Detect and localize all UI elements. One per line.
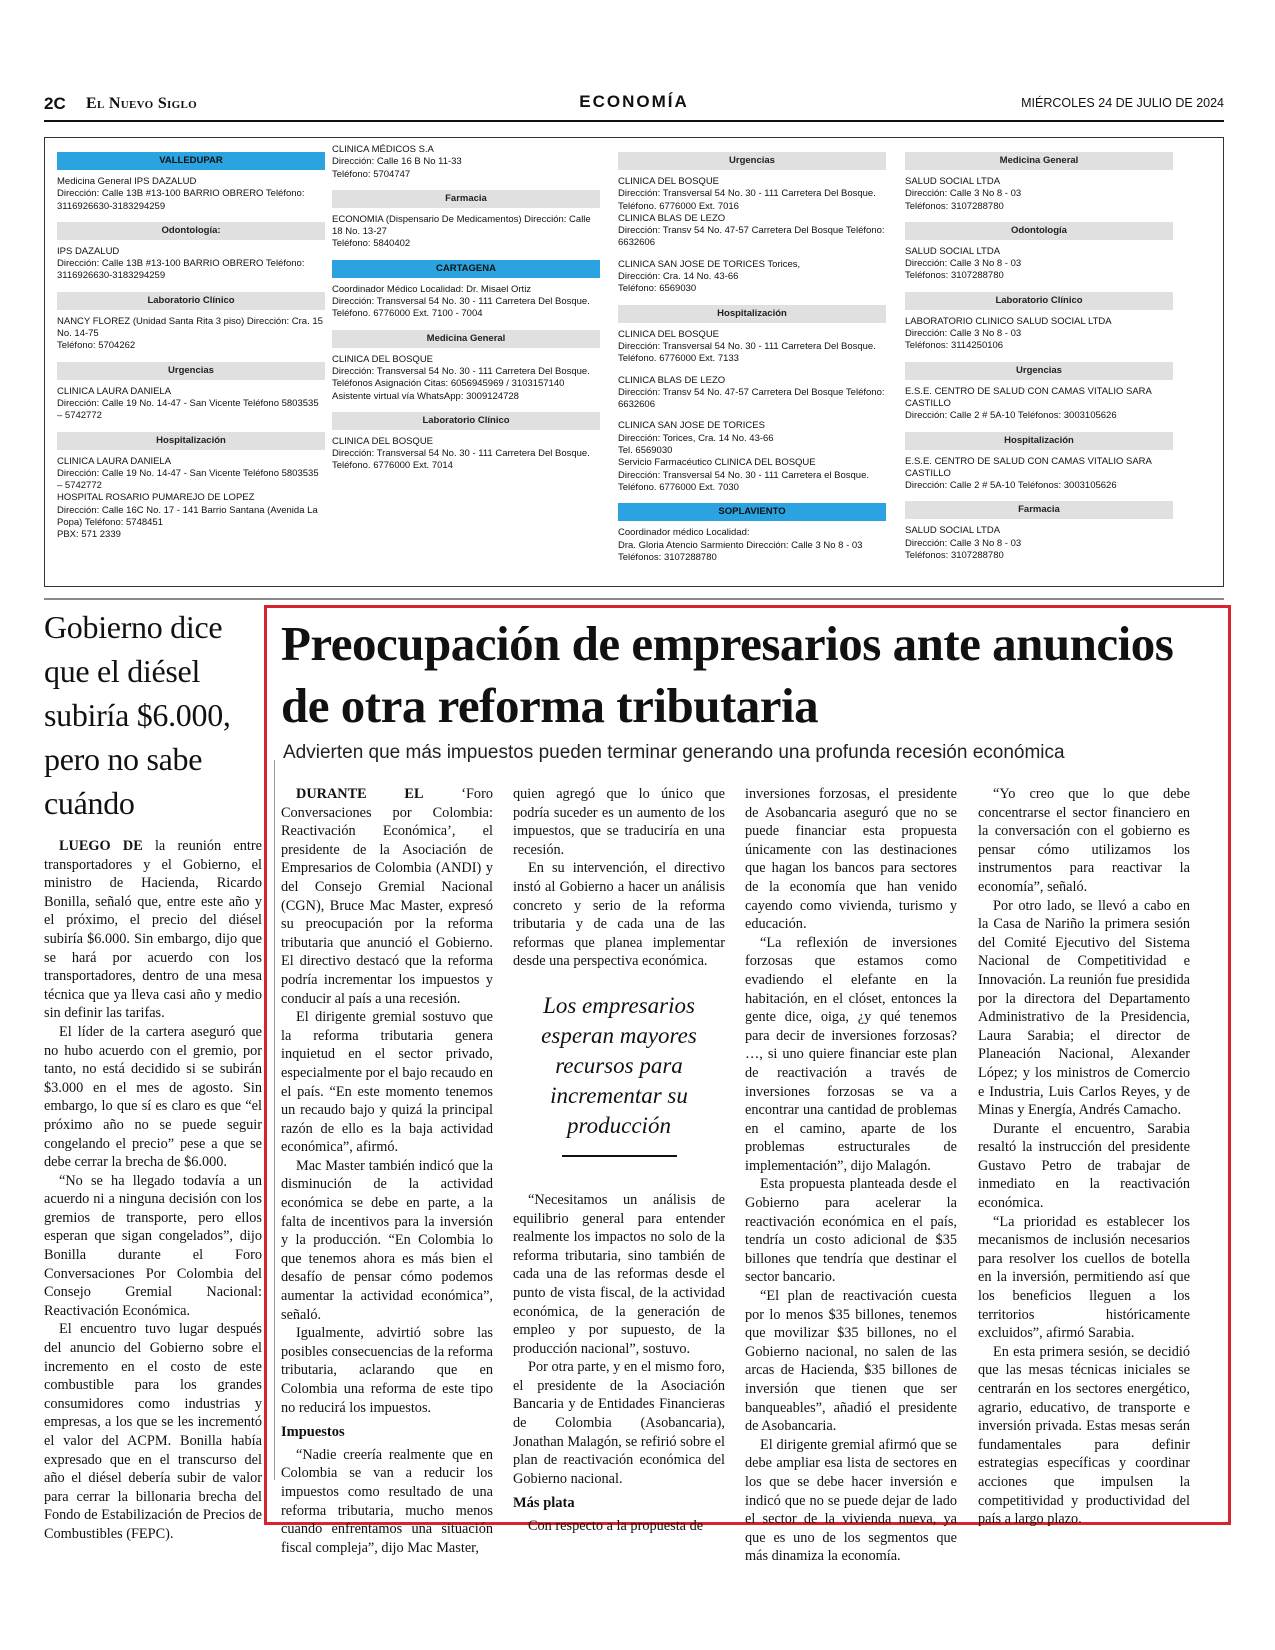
- directory-entry: CLINICA DEL BOSQUE Dirección: Transversal 54 No. 30 - 111 Carretera Del Bosque. Teléfono. 6776000 Ext. 7014: [332, 435, 590, 472]
- section-name: ECONOMÍA: [579, 92, 689, 111]
- article-text: ‘Foro Conversaciones por Colombia: Reactivación Económica’, el presidente de la Asociación de Empresarios de Colombia (ANDI) y del Consejo Gremial Nacional (CGN), Bruce Mac Master, expresó su preocupación por la reforma tributaria que anunció el Gobierno. El directivo destacó que la reforma podría incrementar los impuestos y conducir al país a una recesión.: [281, 786, 493, 1007]
- band-laboratorio: Laboratorio Clínico: [332, 412, 600, 430]
- band-urgencias: Urgencias: [905, 362, 1173, 380]
- article-paragraph: quien agregó que lo único que podría suceder es un aumento de los impuestos, que se traduciría en una recesión.: [513, 786, 725, 858]
- directory-entry: E.S.E. CENTRO DE SALUD CON CAMAS VITALIO SARA CASTILLO Dirección: Calle 2 # 5A-10 Teléfonos: 3003105626: [905, 455, 1152, 492]
- article-subtitle: Advierten que más impuestos pueden terminar generando una profunda recesión económica: [283, 742, 1065, 763]
- directory-entry: CLINICA MÉDICOS S.A Dirección: Calle 16 B No 11-33 Teléfono: 5704747: [332, 144, 462, 180]
- band-hospitalizacion: Hospitalización: [618, 305, 886, 323]
- article-paragraph: Por otra parte, y en el mismo foro, el presidente de la Asociación Bancaria y de Entidades Financieras de Colombia (Asobancaria), Jonathan Malagón, se refirió sobre el plan de reactivación económica del Gobierno nacional.: [513, 1359, 726, 1487]
- article-paragraph: Igualmente, advirtió sobre las posibles consecuencias de la reforma tributaria, aclarando que en Colombia una reforma de este tipo no reducirá los impuestos.: [281, 1325, 493, 1416]
- band-farmacia: Farmacia: [332, 190, 600, 208]
- directory-entry: Medicina General IPS DAZALUD Dirección: Calle 13B #13-100 BARRIO OBRERO Teléfono: 3116926630-3183294259: [57, 176, 305, 212]
- directory-entry: CLINICA SAN JOSE DE TORICES Torices, Dirección: Cra. 14 No. 43-66 Teléfono: 6569030: [618, 258, 801, 295]
- directory-entry: CLINICA DEL BOSQUE Dirección: Transversal 54 No. 30 - 111 Carretera Del Bosque. Teléfono. 6776000 Ext. 7016 CLINICA BLAS DE LEZO Dirección: Transv 54 No. 47-57 Carretera Del Bosque Teléfono: 6632606: [618, 176, 885, 249]
- directory-entry: CLINICA DEL BOSQUE Dirección: Transversal 54 No. 30 - 111 Carretera Del Bosque. Teléfono. 6776000 Ext. 7133: [618, 328, 876, 365]
- article-title: Preocupación de empresarios ante anuncios de otra reforma tributaria: [281, 616, 1174, 733]
- directory-entry: LABORATORIO CLINICO SALUD SOCIAL LTDA Dirección: Calle 3 No 8 - 03 Teléfonos: 3114250106: [905, 315, 1112, 352]
- band-urgencias: Urgencias: [618, 152, 886, 170]
- band-soplaviento: SOPLAVIENTO: [618, 503, 886, 521]
- sidebar-lead: LUEGO DE: [59, 838, 143, 854]
- band-laboratorio: Laboratorio Clínico: [57, 292, 325, 310]
- sidebar-paragraph: [44, 837, 262, 1023]
- article-paragraph: “La reflexión de inversiones forzosas que estamos como evadiendo el elefante en la habitación, en el clóset, entonces la gente dice, oiga, ¿y qué tenemos para decir de inversiones forzosas? …, si uno quiere financiar este plan de reactivación a través de inversiones forzosas se va a encontrar una cantidad de problemas en el camino, aparte de los problemas estructurales de implementación”, dijo Malagón.: [745, 934, 957, 1174]
- article-paragraph: El dirigente gremial sostuvo que la reforma tributaria genera inquietud en el sector privado, especialmente por el bajo recaudo en el país. “En este momento tenemos un recaudo bajo y quizá la principal razón de ello es la baja actividad económica”, afirmó.: [281, 1009, 493, 1156]
- article-paragraph: Durante el encuentro, Sarabia resaltó la instrucción del presidente Gustavo Petro de trabajar de inmediato en la reactivación económica.: [978, 1120, 1190, 1212]
- directory-entry: CLINICA LAURA DANIELA Dirección: Calle 19 No. 14-47 - San Vicente Teléfono 5803535 – 5742772 HOSPITAL ROSARIO PUMAREJO DE LOPEZ Dirección: Calle 16C No. 17 - 141 Barrio Santana (Avenida La Popa) Teléfono: 5748451 PBX: 571 2339: [57, 455, 319, 541]
- directory-entry: ECONOMIA (Dispensario De Medicamentos) Dirección: Calle 18 No. 13-27 Teléfono: 5840402: [332, 213, 591, 250]
- sidebar-paragraph: El líder de la cartera aseguró que no hubo acuerdo con el gremio, por tanto, no está decidido si se subirán $3.000 en el mes de agosto. Sin embargo, lo que sí es claro es que “el próximo año no se puede seguir congelando el precio” pese a que se debe cerrar la brecha de $6.000.: [44, 1023, 262, 1171]
- article-paragraph: [281, 785, 493, 1008]
- article-paragraph: “Nadie creería realmente que en Colombia se van a reducir los impuestos como resultado de una reforma tributaria, mucho menos cuando enfrentamos una situación fiscal compleja”, dijo Mac Master,: [281, 1446, 493, 1556]
- band-cartagena: CARTAGENA: [332, 260, 600, 278]
- directory-entry: IPS DAZALUD Dirección: Calle 13B #13-100 BARRIO OBRERO Teléfono: 3116926630-3183294259: [57, 245, 305, 282]
- issue-date: MIÉRCOLES 24 DE JULIO DE 2024: [1021, 96, 1224, 110]
- sidebar-body: [44, 837, 262, 1544]
- band-urgencias: Urgencias: [57, 362, 325, 380]
- directory-entry: SALUD SOCIAL LTDA Dirección: Calle 3 No 8 - 03 Teléfonos: 3107288780: [905, 245, 1022, 282]
- directory-column-1: [57, 152, 325, 551]
- directory-column-3: [618, 152, 886, 573]
- sidebar-headline: Gobierno dice que el diésel subiría $6.000, pero no sabe cuándo: [44, 609, 231, 821]
- directory-entry: CLINICA LAURA DANIELA Dirección: Calle 19 No. 14-47 - San Vicente Teléfono 5803535 – 5742772: [57, 385, 319, 422]
- health-directory-box: [44, 137, 1224, 587]
- article-paragraph: En esta primera sesión, se decidió que las mesas técnicas iniciales se centrarán en los sectores energético, agrario, educativo, de transporte e inversión privada. Estas mesas serán fundamentales para definir estrategias específicas y coordinar acciones que impulsen la competitividad y productividad del país a largo plazo.: [978, 1343, 1190, 1528]
- newspaper-name: El Nuevo Siglo: [86, 95, 197, 112]
- article-paragraph: “Necesitamos un análisis de equilibrio general para entender realmente los impactos no solo de la reforma tributaria, sino también de cada una de las reformas desde el punto de vista fiscal, de la actividad económica, de la generación de empleo y por supuesto, de la producción nacional”, sostuvo.: [513, 1191, 725, 1357]
- pull-quote-rule: [562, 1155, 677, 1157]
- article-paragraph: “El plan de reactivación cuesta por lo menos $35 billones, tenemos que movilizar $35 billones, no el Gobierno nacional, no salen de las arcas de Hacienda, $35 billones de inversión que tienen que ser banqueables”, añadió el presidente de Asobancaria.: [745, 1288, 957, 1435]
- directory-entry: SALUD SOCIAL LTDA Dirección: Calle 3 No 8 - 03 Teléfonos: 3107288780: [905, 176, 1022, 212]
- header-rule: [44, 120, 1224, 122]
- directory-entry: SALUD SOCIAL LTDA Dirección: Calle 3 No 8 - 03 Teléfonos: 3107288780: [905, 525, 1022, 562]
- band-hospitalizacion: Hospitalización: [905, 432, 1173, 450]
- article-paragraph: inversiones forzosas, el presidente de Asobancaria aseguró que no se puede financiar esta propuesta únicamente con las destinaciones que hagan los bancos para sectores de la economía que han venido cayendo como vivienda, turismo y educación.: [745, 786, 957, 933]
- article-column-1: [281, 785, 493, 1557]
- subheading-mas-plata: Más plata: [513, 1495, 575, 1512]
- sidebar-text: la reunión entre transportadores y el Gobierno, el ministro de Hacienda, Ricardo Bonilla, señaló que, entre este año y el próximo, el precio del diésel subiría $6.000. Sin embargo, dijo que se hará por acuerdo con los transportadores, dentro de una mesa técnica que ya lleva casi año y medio sin definir las tarifas.: [44, 838, 262, 1022]
- article-column-2: [513, 785, 725, 1536]
- band-odontologia: Odontología:: [57, 222, 325, 240]
- sidebar-paragraph: El encuentro tuvo lugar después del anuncio del Gobierno sobre el incremento en el costo de este combustible para los grandes consumidores como industrias y empresas, a los que se les incrementó el valor del ACPM. Bonilla había expresado que en el transcurso del año el diésel debería subir de valor para cerrar la billonaria brecha del Fondo de Estabilización de Precios de Combustibles (FEPC).: [44, 1321, 262, 1542]
- directory-entry: CLINICA BLAS DE LEZO Dirección: Transv 54 No. 47-57 Carretera Del Bosque Teléfono: 6632606: [618, 374, 885, 411]
- article-column-4: [978, 785, 1190, 1529]
- article-paragraph: El dirigente gremial afirmó que se debe ampliar esa lista de sectores en los que se debe hacer inversión e indicó que no se puede dejar de lado el sector de la vivienda nueva, ya que es uno de los segmentos que más dinamiza la economía.: [745, 1436, 957, 1565]
- band-valledupar: VALLEDUPAR: [57, 152, 325, 170]
- directory-entry: CLINICA DEL BOSQUE Dirección: Transversal 54 No. 30 - 111 Carretera Del Bosque. Teléfonos Asignación Citas: 6056945969 / 3103157140 Asistente virtual vía WhatsApp: 3009124728: [332, 353, 590, 402]
- section-divider: [44, 598, 1224, 600]
- band-hospitalizacion: Hospitalización: [57, 432, 325, 450]
- directory-column-2: [332, 144, 600, 482]
- directory-entry: NANCY FLOREZ (Unidad Santa Rita 3 piso) Dirección: Cra. 15 No. 14-75 Teléfono: 5704262: [57, 315, 323, 352]
- article-paragraph: Por otro lado, se llevó a cabo en la Casa de Nariño la primera sesión del Comité Ejecutivo del Sistema Nacional de Competitividad e Innovación. La reunión fue presidida por la directora del Departamento Administrativo de la Presidencia, Laura Sarabia; el director de Planeación Nacional, Alexander López; y los ministros de Comercio e Industria, Luis Carlos Reyes, y de Minas y Energía, Andrés Camacho.: [978, 897, 1190, 1119]
- page-header: [44, 92, 1224, 118]
- article-paragraph: Mac Master también indicó que la disminución de la actividad económica se debe en parte, a la falta de incentivos para la inversión y la producción. “En Colombia lo que tenemos ahora es más bien el desafío de pensar cómo podemos aumentar la actividad económica”, señaló.: [281, 1157, 493, 1323]
- article-column-3: [745, 785, 957, 1566]
- band-laboratorio: Laboratorio Clínico: [905, 292, 1173, 310]
- column-rule: [274, 760, 275, 1480]
- directory-entry: E.S.E. CENTRO DE SALUD CON CAMAS VITALIO SARA CASTILLO Dirección: Calle 2 # 5A-10 Teléfonos: 3003105626: [905, 385, 1152, 422]
- article-paragraph: Esta propuesta planteada desde el Gobierno para acelerar la reactivación económica en el país, tendría un costo adicional de $35 billones que tendría que destinar el sector bancario.: [745, 1176, 957, 1286]
- sidebar-article: [44, 605, 262, 1544]
- band-medicina-general: Medicina General: [332, 330, 600, 348]
- article-paragraph: Con respecto a la propuesta de: [528, 1518, 704, 1535]
- directory-entry: Coordinador médico Localidad: Dra. Gloria Atencio Sarmiento Dirección: Calle 3 No 8 - 03 Teléfonos: 3107288780: [618, 527, 863, 563]
- article-paragraph: “Yo creo que lo que debe concentrarse el sector financiero en la conversación con el gobierno es pensar cómo utilizamos los instrumentos para reactivar la economía”, señaló.: [978, 786, 1190, 895]
- band-medicina-general: Medicina General: [905, 152, 1173, 170]
- page-number: 2C: [44, 94, 66, 113]
- band-farmacia: Farmacia: [905, 501, 1173, 519]
- article-paragraph: En su intervención, el directivo instó al Gobierno a hacer un análisis concreto y serio de la reforma tributaria y de cada una de las reformas que planea implementar desde una perspectiva económica.: [513, 860, 725, 970]
- pull-quote: Los empresarios esperan mayores recursos para incrementar su producción: [541, 992, 697, 1138]
- band-odontologia: Odontología: [905, 222, 1173, 240]
- article-paragraph: “La prioridad es establecer los mecanismos de inclusión necesarios para resolver los cuellos de botella en la inversión, permitiendo así que los beneficios lleguen a los territorios históricamente excluidos”, afirmó Sarabia.: [978, 1213, 1190, 1342]
- directory-column-4: [905, 152, 1173, 571]
- subheading-impuestos: Impuestos: [281, 1424, 345, 1441]
- sidebar-paragraph: “No se ha llegado todavía a un acuerdo ni a ninguna decisión con los gremios de transporte, pero ellos esperan que sigan congelados”, dijo Bonilla durante el Foro Conversaciones Por Colombia del Consejo Gremial Nacional: Reactivación Económica.: [44, 1172, 262, 1319]
- directory-entry: CLINICA SAN JOSE DE TORICES Dirección: Torices, Cra. 14 No. 43-66 Tel. 6569030 Servicio Farmacéutico CLINICA DEL BOSQUE Dirección: Transversal 54 No. 30 - 111 Carretera el Bosque. Teléfono. 6776000 Ext. 7030: [618, 420, 869, 493]
- directory-entry: Coordinador Médico Localidad: Dr. Misael Ortiz Dirección: Transversal 54 No. 30 - 111 Carretera Del Bosque. Teléfono. 6776000 Ext. 7100 - 7004: [332, 283, 590, 320]
- article-lead: DURANTE EL: [296, 786, 424, 802]
